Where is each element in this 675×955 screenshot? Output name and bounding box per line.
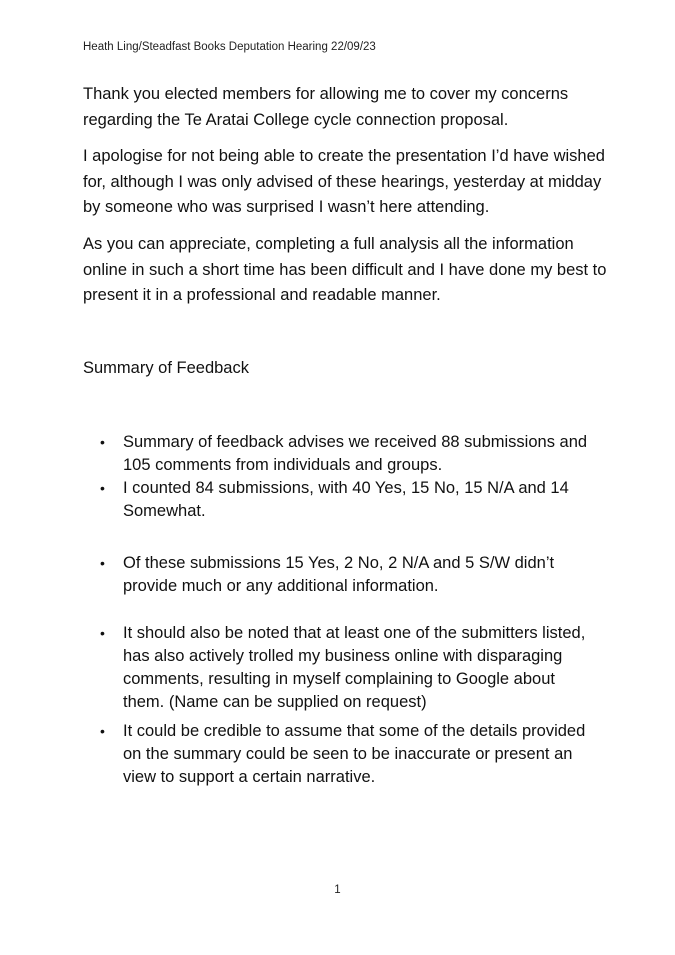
bullet-text: It should also be noted that at least one of the submitters listed, has also actively trolled my business online with disparaging comments, resulting in myself complaining to Google about them. (Name can be supplied on request) <box>123 624 586 711</box>
bullet-icon: • <box>100 434 105 450</box>
analysis-paragraph: As you can appreciate, completing a full analysis all the information online in such a short time has been difficult and I have done my best to present it in a professional and readable manner. <box>83 235 607 304</box>
bullet-icon: • <box>100 480 105 496</box>
bullet-icon: • <box>100 555 105 571</box>
bullet-text: I counted 84 submissions, with 40 Yes, 15 No, 15 N/A and 14 Somewhat. <box>123 479 569 520</box>
bullet-icon: • <box>100 723 105 739</box>
bullet-text: Of these submissions 15 Yes, 2 No, 2 N/A and 5 S/W didn’t provide much or any additional information. <box>123 554 555 595</box>
bullet-icon: • <box>100 625 105 641</box>
section-heading: Summary of Feedback <box>83 359 249 377</box>
bullet-text: It could be credible to assume that some of the details provided on the summary could be seen to be inaccurate or present an view to support a certain narrative. <box>123 722 586 786</box>
bullet-text: Summary of feedback advises we received 88 submissions and 105 comments from individuals and groups. <box>123 433 588 474</box>
apology-paragraph: I apologise for not being able to create the presentation I’d have wished for, although I was only advised of these hearings, yesterday at midday by someone who was surprised I wasn’t here attending. <box>83 147 605 216</box>
intro-paragraph: Thank you elected members for allowing me to cover my concerns regarding the Te Aratai College cycle connection proposal. <box>83 85 569 129</box>
page-header: Heath Ling/Steadfast Books Deputation Hearing 22/09/23 <box>83 41 376 53</box>
page-number: 1 <box>334 884 341 896</box>
